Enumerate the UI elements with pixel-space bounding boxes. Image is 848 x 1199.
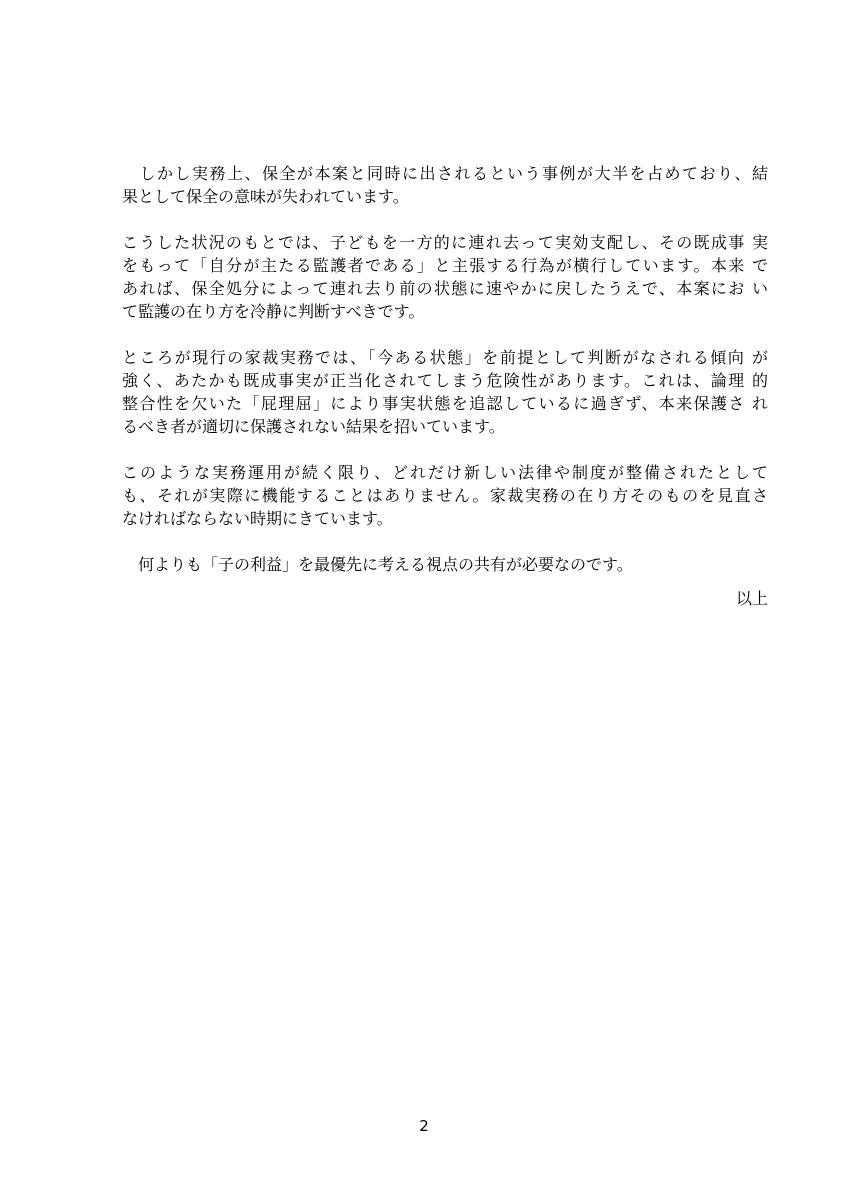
paragraph-4-line-1: このような実務運用が続く限り、どれだけ新しい法律や制度が整備されたとして xyxy=(122,463,768,482)
closing-text: 以上 xyxy=(735,589,768,608)
paragraph-2-line-3: あれば、保全処分によって連れ去り前の状態に速やかに戻したうえで、本案にお い xyxy=(122,279,768,298)
paragraph-3-line-4: るべき者が適切に保護されない結果を招いています。 xyxy=(122,417,505,436)
paragraph-2-line-1: こうした状況のもとでは、子どもを一方的に連れ去って実効支配し、その既成事 実 xyxy=(122,233,768,252)
paragraph-2-line-4: て監護の在り方を冷静に判断すべきです。 xyxy=(122,302,425,321)
paragraph-4-line-2: も、それが実際に機能することはありません。家裁実務の在り方そのものを見直さ xyxy=(122,486,768,505)
paragraph-3-line-3: 整合性を欠いた「屁理屈」により事実状態を追認しているに過ぎず、本来保護さ れ xyxy=(122,394,768,413)
page-number: 2 xyxy=(419,1117,429,1135)
paragraph-1-line-1: しかし実務上、保全が本案と同時に出されるという事例が大半を占めており、結 xyxy=(122,164,768,183)
paragraph-1-line-2: 果として保全の意味が失われています。 xyxy=(122,187,409,206)
paragraph-4-line-3: なければならない時期にきています。 xyxy=(122,509,393,528)
paragraph-2-line-2: をもって「自分が主たる監護者である」と主張する行為が横行しています。本来 で xyxy=(122,256,768,275)
paragraph-3-line-1: ところが現行の家裁実務では、「今ある状態」を前提として判断がなされる傾向 が xyxy=(122,348,768,367)
paragraph-3-line-2: 強く、あたかも既成事実が正当化されてしまう危険性があります。これは、論理 的 xyxy=(122,371,768,390)
paragraph-5-line-1: 何よりも「子の利益」を最優先に考える視点の共有が必要なのです。 xyxy=(122,555,633,574)
